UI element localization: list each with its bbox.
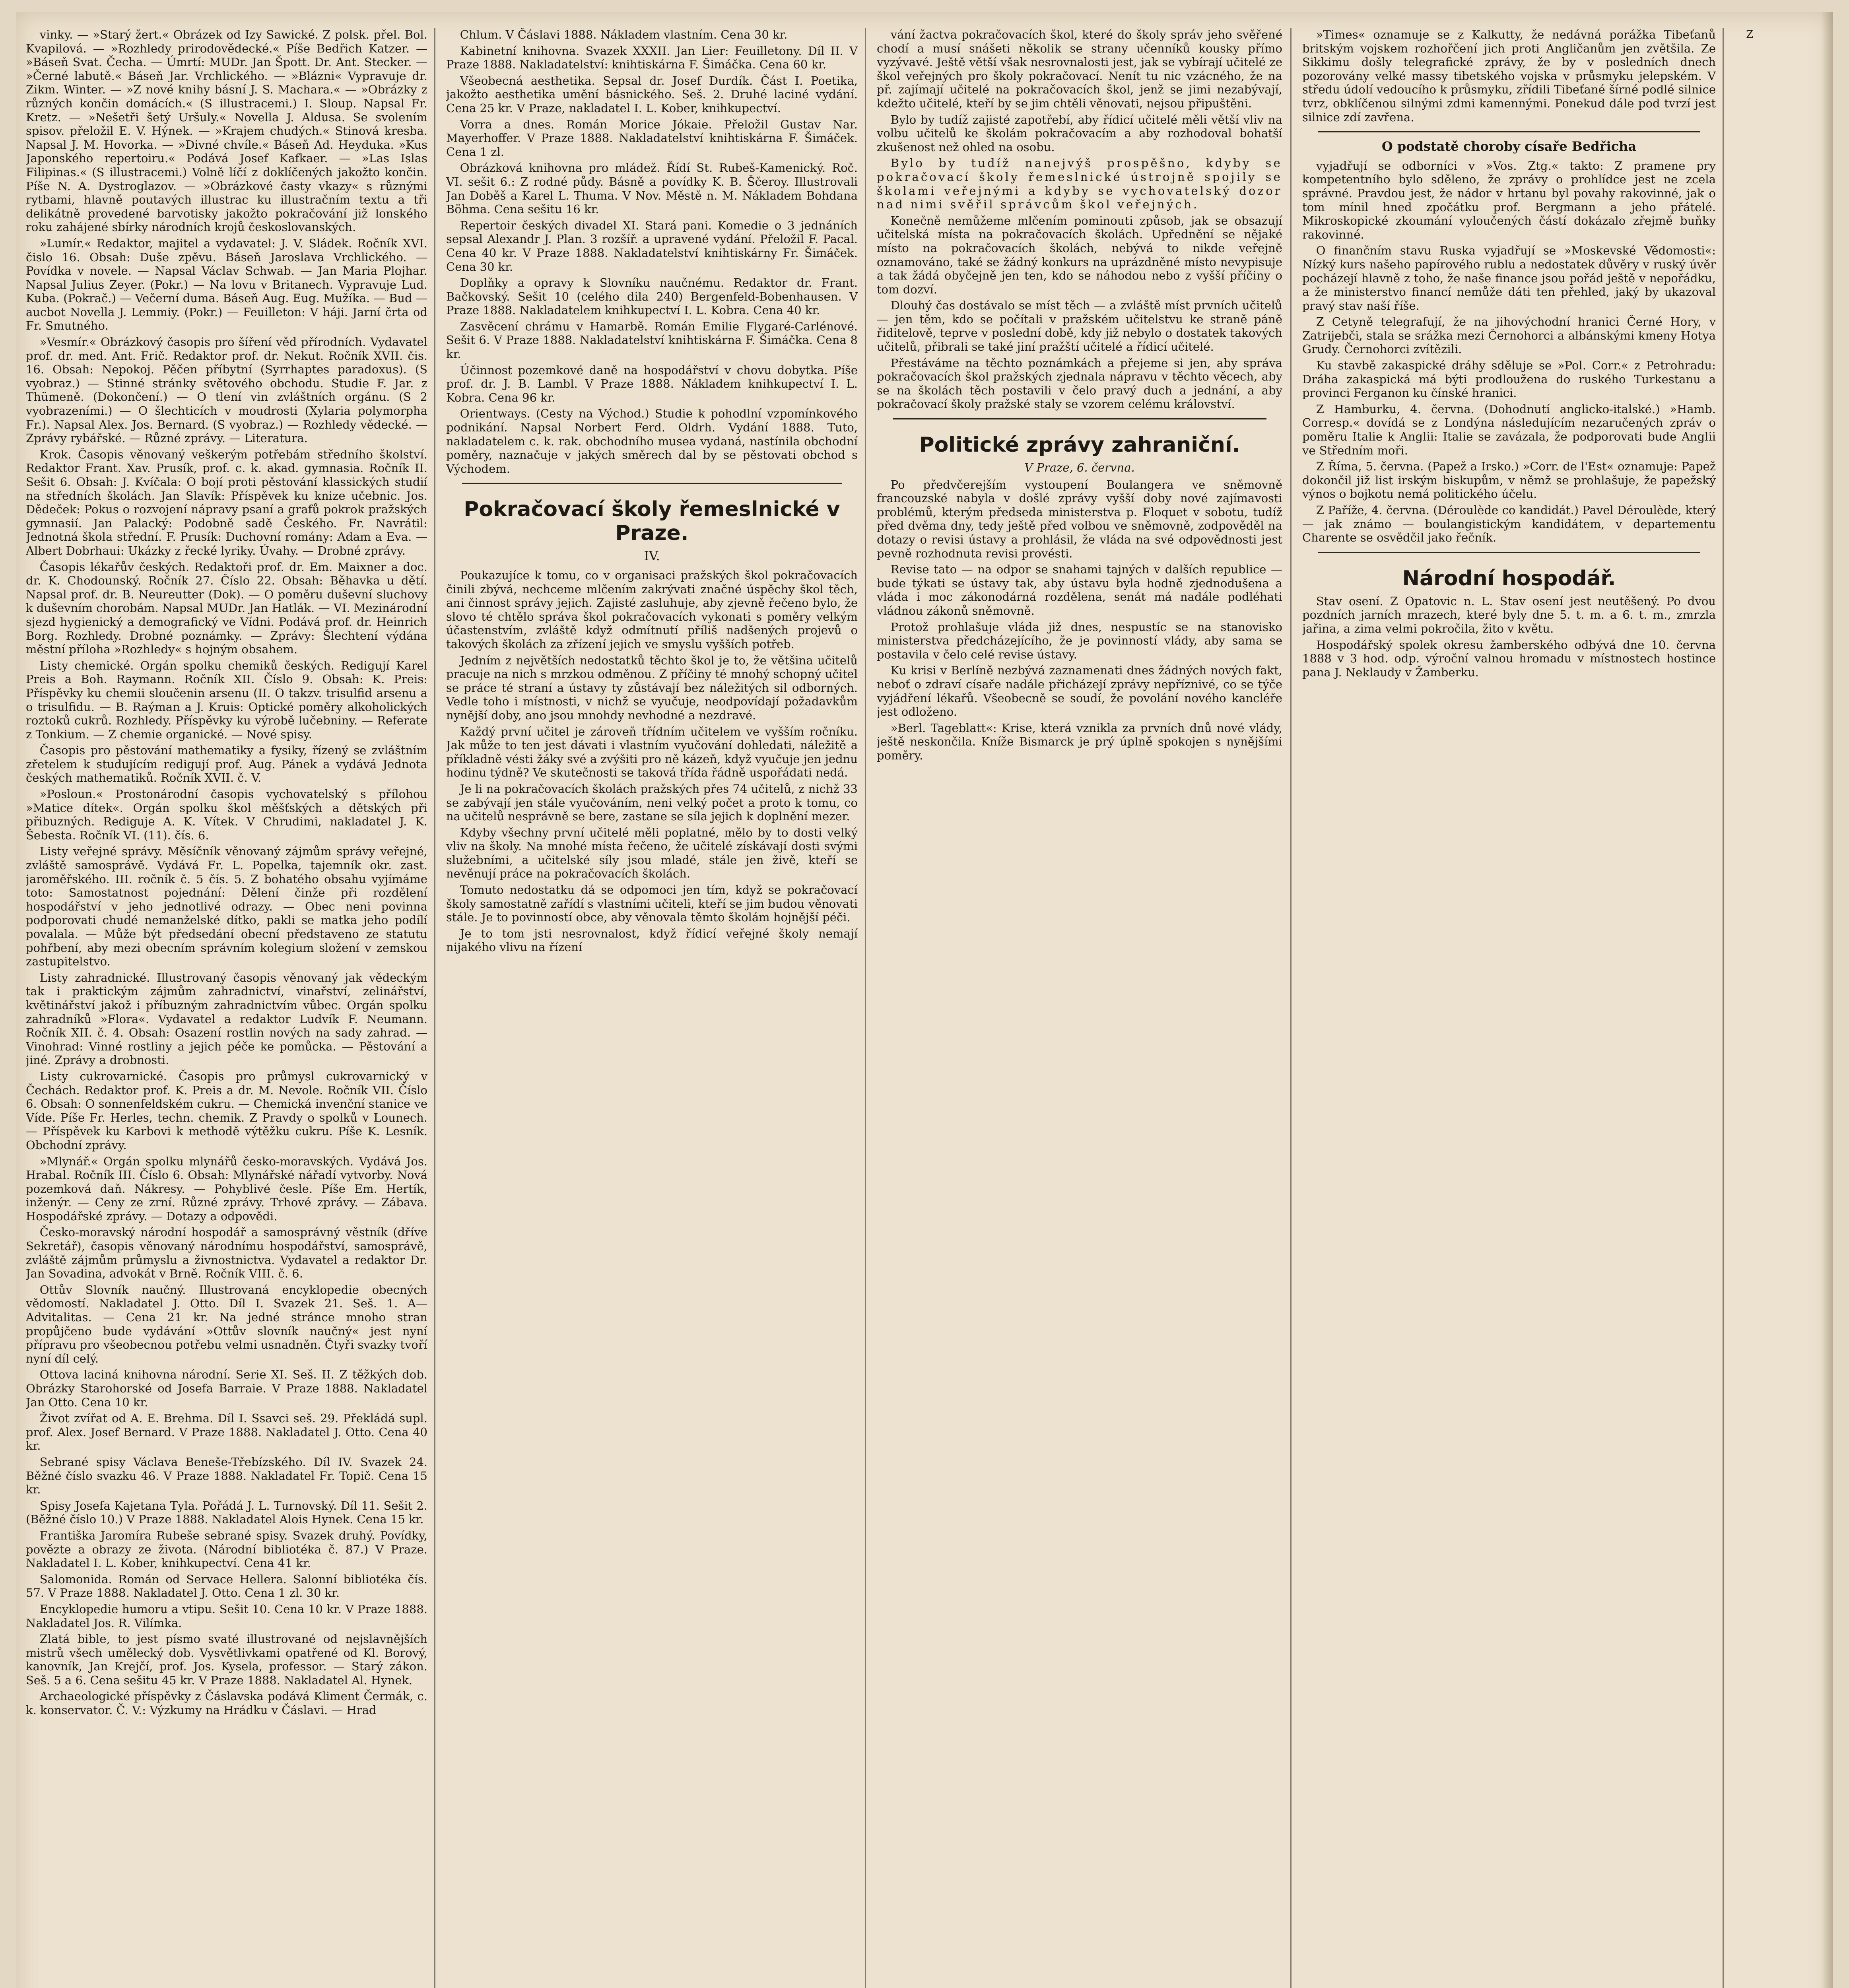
paragraph: vání žactva pokračovacích škol, které do školy správ jeho svěřené chodí a musí snášeti několik se strany učenníků kousky přímo vyzývavé. Ještě větší však nesrovnalosti jest, jak se vybírají učitelé ze škol veřejných pro školy pokračovací. Nenít tu nic vzácného, že na př. zajímají učitelé na pokračovacích škol, jenž se jimi nezabývají, kdežto učitelé, kteří by se jim chtěli věnovati, nejsou připuštěni.	[877, 28, 1282, 110]
paragraph: Časopis pro pěstování mathematiky a fysiky, řízený se zvláštním zřetelem k studujícím redigují prof. Aug. Pánek a vydává Jednota českých mathematiků. Ročník XVII. č. V.	[26, 744, 427, 785]
paragraph: Bylo by tudíž zajisté zapotřebí, aby řídicí učitelé měli větší vliv na volbu učitelů ke školám pokračovacím a aby rozhodoval bohatší zkušenost než ohled na osobu.	[877, 113, 1282, 154]
column-rule	[865, 28, 866, 1988]
page-edge-shadow	[1821, 12, 1833, 1988]
article-part-number: IV.	[644, 548, 660, 564]
paragraph: Je li na pokračovacích školách pražských přes 74 učitelů, z nichž 33 se zabývají jen stále vyučováním, neni velký počet a proto k tomu, co na učitelů nesprávně se bere, zastane se síla jejich k doplnění mezer.	[446, 782, 858, 823]
paragraph: Listy veřejné správy. Měsíčník věnovaný zájmům správy veřejné, zvláště samosprávě. Vydává Fr. L. Popelka, tajemník okr. zast. jaroměřského. III. ročník č. 5 čís. 5. Z bohatého obsahu vyjímáme toto: Samostatnost pojednání: Dělení činže při rozdělení hospodářství v jeho jednotlivé odrazy. — Obec neni povinna podporovati chudé nemanželské dítko, pakli se matka jeho podílí povalala. — Může být předsedání obecní představeno ze statutu pohřbení, aby mezi obecním správním kolegium složení v zemskou zastupitelstvo.	[26, 845, 427, 969]
article-headline-schools: Pokračovací školy řemeslnické v Praze.	[464, 497, 840, 546]
paragraph: Česko-moravský národní hospodář a samosprávný věstník (dříve Sekretář), časopis věnovaný národnímu hospodářství, samosprávě, zvláště zájmům průmyslu a živnostnictva. Vydavatel a redaktor Dr. Jan Sovadina, advokát v Brně. Ročník VIII. č. 6.	[26, 1225, 427, 1281]
paragraph: Tomuto nedostatku dá se odpomoci jen tím, když se pokračovací školy samostatně zařídí s vlastními učiteli, kteří se jim budou věnovati stále. Je to povinností obce, aby věnovala těmto školám hojnější péči.	[446, 883, 858, 924]
article-headline-politics: Politické zprávy zahraniční.	[919, 433, 1240, 457]
paragraph: Salomonida. Román od Servace Hellera. Salonní bibliotéka čís. 57. V Praze 1888. Nakladatel J. Otto. Cena 1 zl. 30 kr.	[26, 1572, 427, 1600]
paragraph: Život zvířat od A. E. Brehma. Díl I. Ssavci seš. 29. Překládá supl. prof. Alex. Josef Bernard. V Praze 1888. Nakladatel J. Otto. Cena 40 kr.	[26, 1411, 427, 1453]
paragraph: Listy chemické. Orgán spolku chemiků českých. Redigují Karel Preis a Boh. Raymann. Ročník XII. Číslo 9. Obsah: K. Preis: Příspěvky ku chemii sloučenin arsenu (II. O takzv. trisulfid arsenu a o trisulfidu. — B. Raýman a J. Kruis: Optické poměry alkoholických roztoků cukrů. Rozhledy. Příspěvky ku výrobě lučebniny. — Referate z Tonkium. — Z chemie organické. — Nové spisy.	[26, 658, 427, 741]
paragraph: Zlatá bible, to jest písmo svaté illustrované od nejslavnějších mistrů všech umělecký dob. Vysvětlivkami opatřené od Kl. Borový, kanovník, Jan Krejčí, prof. Jos. Kysela, professor. — Starý zákon. Seš. 5 a 6. Cena sešitu 45 kr. V Praze 1888. Nakladatel Al. Hynek.	[26, 1632, 427, 1687]
column-4	[1302, 28, 1716, 1988]
paragraph: Chlum. V Čáslavi 1888. Nákladem vlastním. Cena 30 kr.	[460, 28, 788, 41]
paragraph: »Times« oznamuje se z Kalkutty, že nedávná porážka Tibeťanů britským vojskem rozhořčení jich proti Angličanům jen zvětšila. Ze Sikkimu došly telegrafické zprávy, že by v posledních dnech pozorovány velké massy tibetského vojska v průsmyku jelepském. V středu údolí vedoucího k průsmyku, zřídili Tibeťané šírné podlé silnice tvrz, obklíčenou silnými zdmi kamennými. Ponekud dále pod tvrzí jest silnice zdí zavřena.	[1302, 28, 1716, 124]
paragraph-spaced: Bylo by tudíž nanejvýš prospěšno, kdyby se pokračovací školy řemeslnické ústrojně spojily se školami veřejnými a kdyby se vychovatelský dozor nad nimi svěřil správcům škol veřejných.	[877, 156, 1282, 212]
paragraph: Účinnost pozemkové daně na hospodářství v chovu dobytka. Píše prof. dr. J. B. Lambl. V Praze 1888. Nákladem knihkupectví I. L. Kobra. Cena 96 kr.	[446, 363, 858, 404]
paragraph: Dlouhý čas dostávalo se míst těch — a zvláště míst prvních učitelů — jen těm, kdo se počítali v pražském učitelstvu ke straně páně řiditelově, teprve v poslední době, kdy již nebylo o dostatek takových učitelů, přibrali se také jiní pražští učitelé a řídicí učitelé.	[877, 299, 1282, 354]
section-divider	[893, 418, 1266, 419]
paragraph: Spisy Josefa Kajetana Tyla. Pořádá J. L. Turnovský. Díl 11. Sešit 2. (Běžné číslo 10.) V Praze 1888. Nakladatel Alois Hynek. Cena 15 kr.	[26, 1499, 427, 1526]
paragraph: Z Říma, 5. června. (Papež a Irsko.) »Corr. de l'Est« oznamuje: Papež dokončil již list irským biskupům, v němž se prohlašuje, že papežský výnos o bojkotu nemá politického účelu.	[1302, 460, 1716, 501]
paragraph: Z Hamburku, 4. června. (Dohodnutí anglicko-italské.) »Hamb. Corresp.« dovídá se z Londýna následujícím nezaručených zpráv o poměru Italie k Anglii: Italie se zavázala, že podporovati bude Anglii ve Středním moři.	[1302, 402, 1716, 457]
paragraph: Kabinetní knihovna. Svazek XXXII. Jan Lier: Feuilletony. Díl II. V Praze 1888. Nakladatelství: knihtiskárna F. Šimáčka. Cena 60 kr.	[446, 44, 858, 72]
paragraph: Z Cetyně telegrafují, že na jihovýchodní hranici Černé Hory, v Zatrijebči, stala se srážka mezi Černohorci a albánskými kmeny Hotya Grudy. Černohorci zvítězili.	[1302, 315, 1716, 356]
paragraph: O finančním stavu Ruska vyjadřují se »Moskevské Vědomosti«: Nízký kurs našeho papírového rublu a nedostatek důvěry v ruský úvěr pocházejí hlavně z toho, že naše finance jsou pořád ještě v nepořádku, a že ministerstvo financí nemůže dáti ten přehled, jaký by ukazoval pravý stav naší říše.	[1302, 244, 1716, 313]
paragraph: Encyklopedie humoru a vtipu. Sešit 10. Cena 10 kr. V Praze 1888. Nakladatel Jos. R. Vilímka.	[26, 1602, 427, 1630]
paragraph: Protož prohlašuje vláda již dnes, nespustíc se na stanovisko ministerstva předcházejícího, že je povinností vlády, aby sama se postavila v čelo celé revise ústavy.	[877, 620, 1282, 661]
section-divider	[1318, 131, 1700, 132]
paragraph: Přestáváme na těchto poznámkách a přejeme si jen, aby správa pokračovacích škol pražských zjednala nápravu v těchto věcech, aby se na školách těch postavili v čelo pravý duch a jednání, a aby pokračovací školy pražské staly se vzorem celému království.	[877, 356, 1282, 411]
paragraph: vyjadřují se odborníci v »Vos. Ztg.« takto: Z pramene pry kompetentního bylo sděleno, že zprávy o prohlídce jest ne zcela správné. Pravdou jest, že nádor v hrtanu byl povahy rakovinné, jak o tom mínil hned zpočátku prof. Bergmann a jeho přátelé. Mikroskopické zkoumání vyloučených částí dokázalo zřejmě buňky rakovinné.	[1302, 159, 1716, 241]
paragraph: Z	[1746, 29, 1754, 41]
paragraph: Listy cukrovarnické. Časopis pro průmysl cukrovarnický v Čechách. Redaktor prof. K. Preis a dr. M. Nevole. Ročník VII. Číslo 6. Obsah: O sonnenfeldském cukru. — Chemická invenční stanice ve Víde. Píše Fr. Herles, techn. chemik. Z Pravdy o spolků v Lounech. — Příspěvek ku Karbovi k methodě výtěžku cukru. Píše K. Lesník. Obchodní zprávy.	[26, 1069, 427, 1152]
paragraph: Jedním z největších nedostatků těchto škol je to, že většina učitelů pracuje na nich s mrzkou odměnou. Z příčiny té mnohý schopný učitel se práce té straní a ústavy ty zůstávají bez náležitých sil odborných. Vedle toho i místnosti, v nichž se vyučuje, neodpovídají požadavkům nynější doby, ano jsou mnohdy nevhodné a nezdravé.	[446, 653, 858, 722]
column-rule	[434, 28, 435, 1988]
paragraph: Krok. Časopis věnovaný veškerým potřebám středního školství. Redaktor Frant. Xav. Prusík, prof. c. k. akad. gymnasia. Ročník II. Sešit 6. Obsah: J. Kvíčala: O bojí proti pěstování klassických studií na středních školách. Jan Slavík: Příspěvek ku knize učebnic. Jos. Dědeček: Pokus o rozvojení nápravy psaní a grafů pokrok pražských gymnasií. Jan Palacký: Podobně sadě Českého. Fr. Navrátil: Jednotná škola střední. F. Prusík: Duchovní romány: Adam a Eva. — Albert Dobrhaui: Ukázky z řecké lyriky. Úvahy. — Drobné zprávy.	[26, 447, 427, 557]
section-divider	[1318, 552, 1700, 553]
column-3	[877, 28, 1282, 1988]
paragraph: Revise tato — na odpor se snahami tajných v dalších republice — bude týkati se ústavy tak, aby ústavu byla hodně zjednodušena a vláda i moc zákonodárná rozdělena, senát má nadále podléhati vládnou zákonů sněmovně.	[877, 563, 1282, 617]
paragraph: Archaeologické příspěvky z Čáslavska podává Kliment Čermák, c. k. konservator. Č. V.: Výzkumy na Hrádku v Čáslavi. — Hrad	[26, 1689, 427, 1717]
column-rule	[1290, 28, 1292, 1988]
paragraph: Z Paříže, 4. června. (Déroulède co kandidát.) Pavel Déroulède, který — jak známo — boulangistickým kandidátem, v departementu Charente se osvědčil jako řečník.	[1302, 503, 1716, 545]
paragraph: »Lumír.« Redaktor, majitel a vydavatel: J. V. Sládek. Ročník XVI. čislo 16. Obsah: Duše zpěvu. Báseň Jaroslava Vrchlického. — Povídka v novele. — Napsal Václav Schwab. — Jan Maria Plojhar. Napsal Julius Zeyer. (Pokr.) — Na lovu v Britanech. Vypravuje Lud. Kuba. (Pokrač.) — Večerní duma. Báseň Aug. Eug. Mužíka. — Bud — aucbot Novella J. Lemmiy. (Pokr.) — Feuilleton: V háji. Jarní črta od Fr. Smutného.	[26, 236, 427, 333]
paragraph: Repertoir českých divadel XI. Stará pani. Komedie o 3 jednáních sepsal Alexandr J. Plan. 3 rozšíř. a upravené vydání. Přeložil F. Pacal. Cena 40 kr. V Praze 1888. Nakladatelství knihtiskárny Fr. Šimáček. Cena 30 kr.	[446, 218, 858, 274]
paragraph: Hospodářský spolek okresu žamberského odbývá dne 10. června 1888 v 3 hod. odp. výroční valnou hromadu v místnostech hostince pana J. Neklaudy v Žamberku.	[1302, 638, 1716, 679]
column-rule	[1723, 28, 1724, 1988]
paragraph: Kdyby všechny první učitelé měli poplatné, mělo by to dosti velký vliv na školy. Na mnohé místa řečeno, že učitelé získávají dosti svými služebními, a učitelské síly jsou mladé, stále jen živě, kteří se nevěnují práce na pokračovacích školách.	[446, 825, 858, 881]
paragraph: Po předvčerejším vystoupení Boulangera ve sněmovně francouzské nabyla v došlé zprávy vyšší doby nové zajímavosti problémů, kterým předseda ministerstva p. Floquet v sobotu, tudíž před dvěma dny, tedy ještě před volbou ve sněmovně, zodpověděl na dotazy o revisi ústavy a prohlásil, že vláda na své odpovědnosti jest pevně rozhodnuta revisi provésti.	[877, 478, 1282, 560]
column-2	[446, 28, 858, 1988]
paragraph: Je to tom jsti nesrovnalost, když řídicí veřejné školy nemají nijakého vlivu na řízení	[446, 926, 858, 954]
article-headline-economy: Národní hospodář.	[1402, 566, 1616, 590]
column-1	[26, 28, 427, 1988]
paragraph: Stav osení. Z Opatovic n. L. Stav osení jest neutěšený. Po dvou pozdních jarních mrazech, které byly dne 5. t. m. a 6. t. m., zmrzla jařina, a zima velmi pokročila, žito v květu.	[1302, 594, 1716, 635]
paragraph: Časopis lékařův českých. Redaktoři prof. dr. Em. Maixner a doc. dr. K. Chodounský. Ročník 27. Číslo 22. Obsah: Běhavka u dětí. Napsal prof. dr. B. Neureutter (Dok). — O poměru duševní sluchovy k duševním chorobám. Napsal MUDr. Jan Hatlák. — VI. Mezinárodní sjezd hygienický a demografický ve Vídni. Podává prof. dr. Heinrich Borg. Rozhledy. Drobné poznámky. — Zprávy: Šlechtení výdána městní příloha »Rozhledy« s hojným obsahem.	[26, 560, 427, 656]
column-5-fragment	[1734, 28, 1823, 1988]
paragraph: Ku krisi v Berlíně nezbývá zaznamenati dnes žádných nových fakt, neboť o zdraví císaře nadále přicházejí zprávy nepříznivé, co se týče vyjádření lékařů. Všeobecně se soudí, že povolání nového kancléře jest odloženo.	[877, 664, 1282, 719]
paragraph: Každý první učitel je zároveň třídním učitelem ve vyšším ročníku. Jak může to ten jest dávati i vlastním vyučování dohledati, náležitě a příkladně vésti žáky své a zvýšiti pro ně kázeň, když vyučuje jen jednu hodinu týdně? Ve skutečnosti se taková třída řádně uspořádati nedá.	[446, 724, 858, 780]
paragraph: Orientways. (Cesty na Východ.) Studie k pohodlní vzpomínkového podnikání. Napsal Norbert Ferd. Oldrh. Vydání 1888. Tuto, nakladatelem c. k. rak. obchodního musea vydaná, nastínila obchodní poměry, naznačuje v jakých směrech dal by se pěstovati obchod s Východem.	[446, 407, 858, 476]
newspaper-page	[16, 12, 1833, 1988]
paragraph: Obrázková knihovna pro mládež. Řídí St. Rubeš-Kamenický. Roč. VI. sešit 6.: Z rodné půdy. Básně a povídky K. B. Ščeroy. Illustrovali Jan Doběš a Karel L. Thuma. V Nov. Městě n. M. Nákladem Bohdana Böhma. Cena sešitu 16 kr.	[446, 161, 858, 216]
paragraph: vinky. — »Starý žert.« Obrázek od Izy Sawické. Z polsk. přel. Bol. Kvapilová. — »Rozhledy prirodovědecké.« Píše Bedřich Katzer. — »Báseň Svat. Čecha. — Úmrtí: MUDr. Jan Špott. Dr. Ant. Stecker. — »Černé labutě.« Báseň Jar. Vrchlického. — »Blázni« Vypravuje dr. Zikm. Winter. — »Z nové knihy básní J. S. Machara.« — »Obrázky z různých končin domácích.« (S illustracemi.) I. Sloup. Napsal Fr. Kretz. — »Nešetři šetý Uršuly.« Novella J. Aldusa. Se svolením spisov. přeložil E. V. Hýnek. — »Krajem chudých.« Stinová kresba. Napsal J. M. Hovorka. — »Divné chvíle.« Báseň Ad. Heyduka. »Kus Japonského repertoiru.« Podává Josef Kafkaer. — »Las Islas Filipinas.« (S illustracemi.) Volně líčí z doklíčených jakožto končin. Píše N. A. Dystroglazov. — »Obrázkové časty vkazy« s různými rytbami, hlavně poutavých illustrac ku illustračním textu a tři delikátně provedené barvotisky jakožto pokračování již lonského roku zahájené sbírky národních krojů českoslovanských.	[26, 28, 427, 234]
paragraph: »Vesmír.« Obrázkový časopis pro šíření věd přírodních. Vydavatel prof. dr. med. Ant. Frič. Redaktor prof. dr. Nekut. Ročník XVII. čis. 16. Obsah: Nepokoj. Pěčen příbytní (Syrrhaptes paradoxus). (S vyobraz.) — Stinné stránky světového obchodu. Studie F. Jar. z Thümeně. (Dokončení.) — O tlení vin zvláštních orgánu. (S 2 vyobrazeními.) — O šlechticích v moudrosti (Xylaria polymorpha Fr.). Napsal Alex. Jos. Bernard. (S vyobraz.) — Rozhledy vědecké. — Zprávy rybářské. — Různé zprávy. — Literatura.	[26, 335, 427, 445]
dateline: V Praze, 6. června.	[1024, 461, 1135, 475]
paragraph: Sebrané spisy Václava Beneše-Třebízského. Díl IV. Svazek 24. Běžné číslo svazku 46. V Praze 1888. Nakladatel Fr. Topič. Cena 15 kr.	[26, 1455, 427, 1497]
paragraph: Vorra a dnes. Román Morice Jókaie. Přeložil Gustav Nar. Mayerhoffer. V Praze 1888. Nakladatelství knihtiskárna F. Šimáček. Cena 1 zl.	[446, 117, 858, 159]
paragraph: »Mlynář.« Orgán spolku mlynářů česko-moravských. Vydává Jos. Hrabal. Ročník III. Číslo 6. Obsah: Mlynářské nářadí vytvorby. Nová pozemková daň. Nákresy. — Pohyblivé česle. Píše Em. Hertík, inženýr. — Ceny ze zrní. Různé zprávy. Trhové zprávy. — Zábava. Hospodářské zprávy. — Dotazy a odpovědi.	[26, 1154, 427, 1223]
paragraph: Ku stavbě zakaspické dráhy sděluje se »Pol. Corr.« z Petrohradu: Dráha zakaspická má býti prodloužena do ruského Turkestanu a provinci Ferganon ku čínské hranici.	[1302, 359, 1716, 400]
paragraph: Konečně nemůžeme mlčením pominouti způsob, jak se obsazují učitelská místa na pokračovacích školách. Upřednění se nějaké místo na pokračovacích školách, nebývá to nikde veřejně oznamováno, také se žádný konkurs na uprázdněné místo nevypisuje a tak žádá obyčejně jen ten, kdo se náhodou nebo z vyšší příčiny o tom dozví.	[877, 214, 1282, 296]
paragraph: Poukazujíce k tomu, co v organisaci pražských škol pokračovacích činili zbývá, nechceme mlčením zakrývati značné úspěchy škol těch, ani činnost správy jejich. Zajisté zasluhuje, aby zjevně řečeno bylo, že slovo té chtělo správa škol pokračovacích vykonati s poměry velkým účastenstvím, zvláště když odmítnutí příliš nadšených projevů o takových školách za zřízení jejich ve smyslu vyšších potřeb.	[446, 569, 858, 651]
paragraph: Listy zahradnické. Illustrovaný časopis věnovaný jak vědeckým tak i praktickým zájmům zahradnictví, vinařství, zelinářství, květinářství jakož i příbuzným zahradnictvím vůbec. Orgán spolku zahradníků »Flora«. Vydavatel a redaktor Ludvík F. Neumann. Ročník XII. č. 4. Obsah: Osazení rostlin nových na sady zahrad. — Vinohrad: Vinné rostliny a jejich péče ke pomůcka. — Pěstování a jiné. Zprávy a drobnosti.	[26, 971, 427, 1067]
paragraph: Zasvěcení chrámu v Hamarbě. Román Emilie Flygaré-Carlénové. Sešit 6. V Praze 1888. Nakladatelství knihtiskárna F. Šimáčka. Cena 8 kr.	[446, 319, 858, 361]
paragraph: Ottova laciná knihovna národní. Serie XI. Seš. II. Z těžkých dob. Obrázky Starohorské od Josefa Barraie. V Praze 1888. Nakladatel Jan Otto. Cena 10 kr.	[26, 1368, 427, 1409]
paragraph: Františka Jaromíra Rubeše sebrané spisy. Svazek druhý. Povídky, povězte a obrazy ze života. (Národní bibliotéka č. 87.) V Praze. Nakladatel I. L. Kober, knihkupectví. Cena 41 kr.	[26, 1528, 427, 1570]
subheading-emperor: O podstatě choroby císaře Bedřicha	[1381, 139, 1637, 154]
paragraph: Všeobecná aesthetika. Sepsal dr. Josef Durdík. Část I. Poetika, jakožto aesthetika umění básnického. Seš. 2. Druhé laciné vydání. Cena 25 kr. V Praze, nakladatel I. L. Kober, knihkupectví.	[446, 74, 858, 115]
section-divider	[462, 483, 842, 484]
paragraph: »Berl. Tageblatt«: Krise, která vznikla za prvních dnů nové vlády, ještě neskončila. Kníže Bismarck je prý úplně spokojen s nynějšími poměry.	[877, 721, 1282, 762]
paragraph: »Posloun.« Prostonárodní časopis vychovatelský s přílohou »Matice dítek«. Orgán spolku škol měšťských a dětských při přibuzných. Rediguje A. K. Vítek. V Chrudimi, nakladatel J. K. Šebesta. Ročník VI. (11). čís. 6.	[26, 787, 427, 842]
paragraph: Ottův Slovník naučný. Illustrovaná encyklopedie obecných vědomostí. Nakladatel J. Otto. Díl I. Svazek 21. Seš. 1. A—Advitalitas. — Cena 21 kr. Na jedné stránce mnoho stran propůjčeno bude vydávání »Ottův slovník naučný« jest nyní přípravu pro všeobecnou potřebu velmi usnadněn. Čtyři svazky tvoří nyní díl celý.	[26, 1283, 427, 1365]
paragraph: Doplňky a opravy k Slovníku naučnému. Redaktor dr. Frant. Bačkovský. Sešit 10 (celého dila 240) Bergenfeld-Bobenhausen. V Praze 1888. Nakladatelem knihkupectví I. L. Kobra. Cena 40 kr.	[446, 276, 858, 317]
